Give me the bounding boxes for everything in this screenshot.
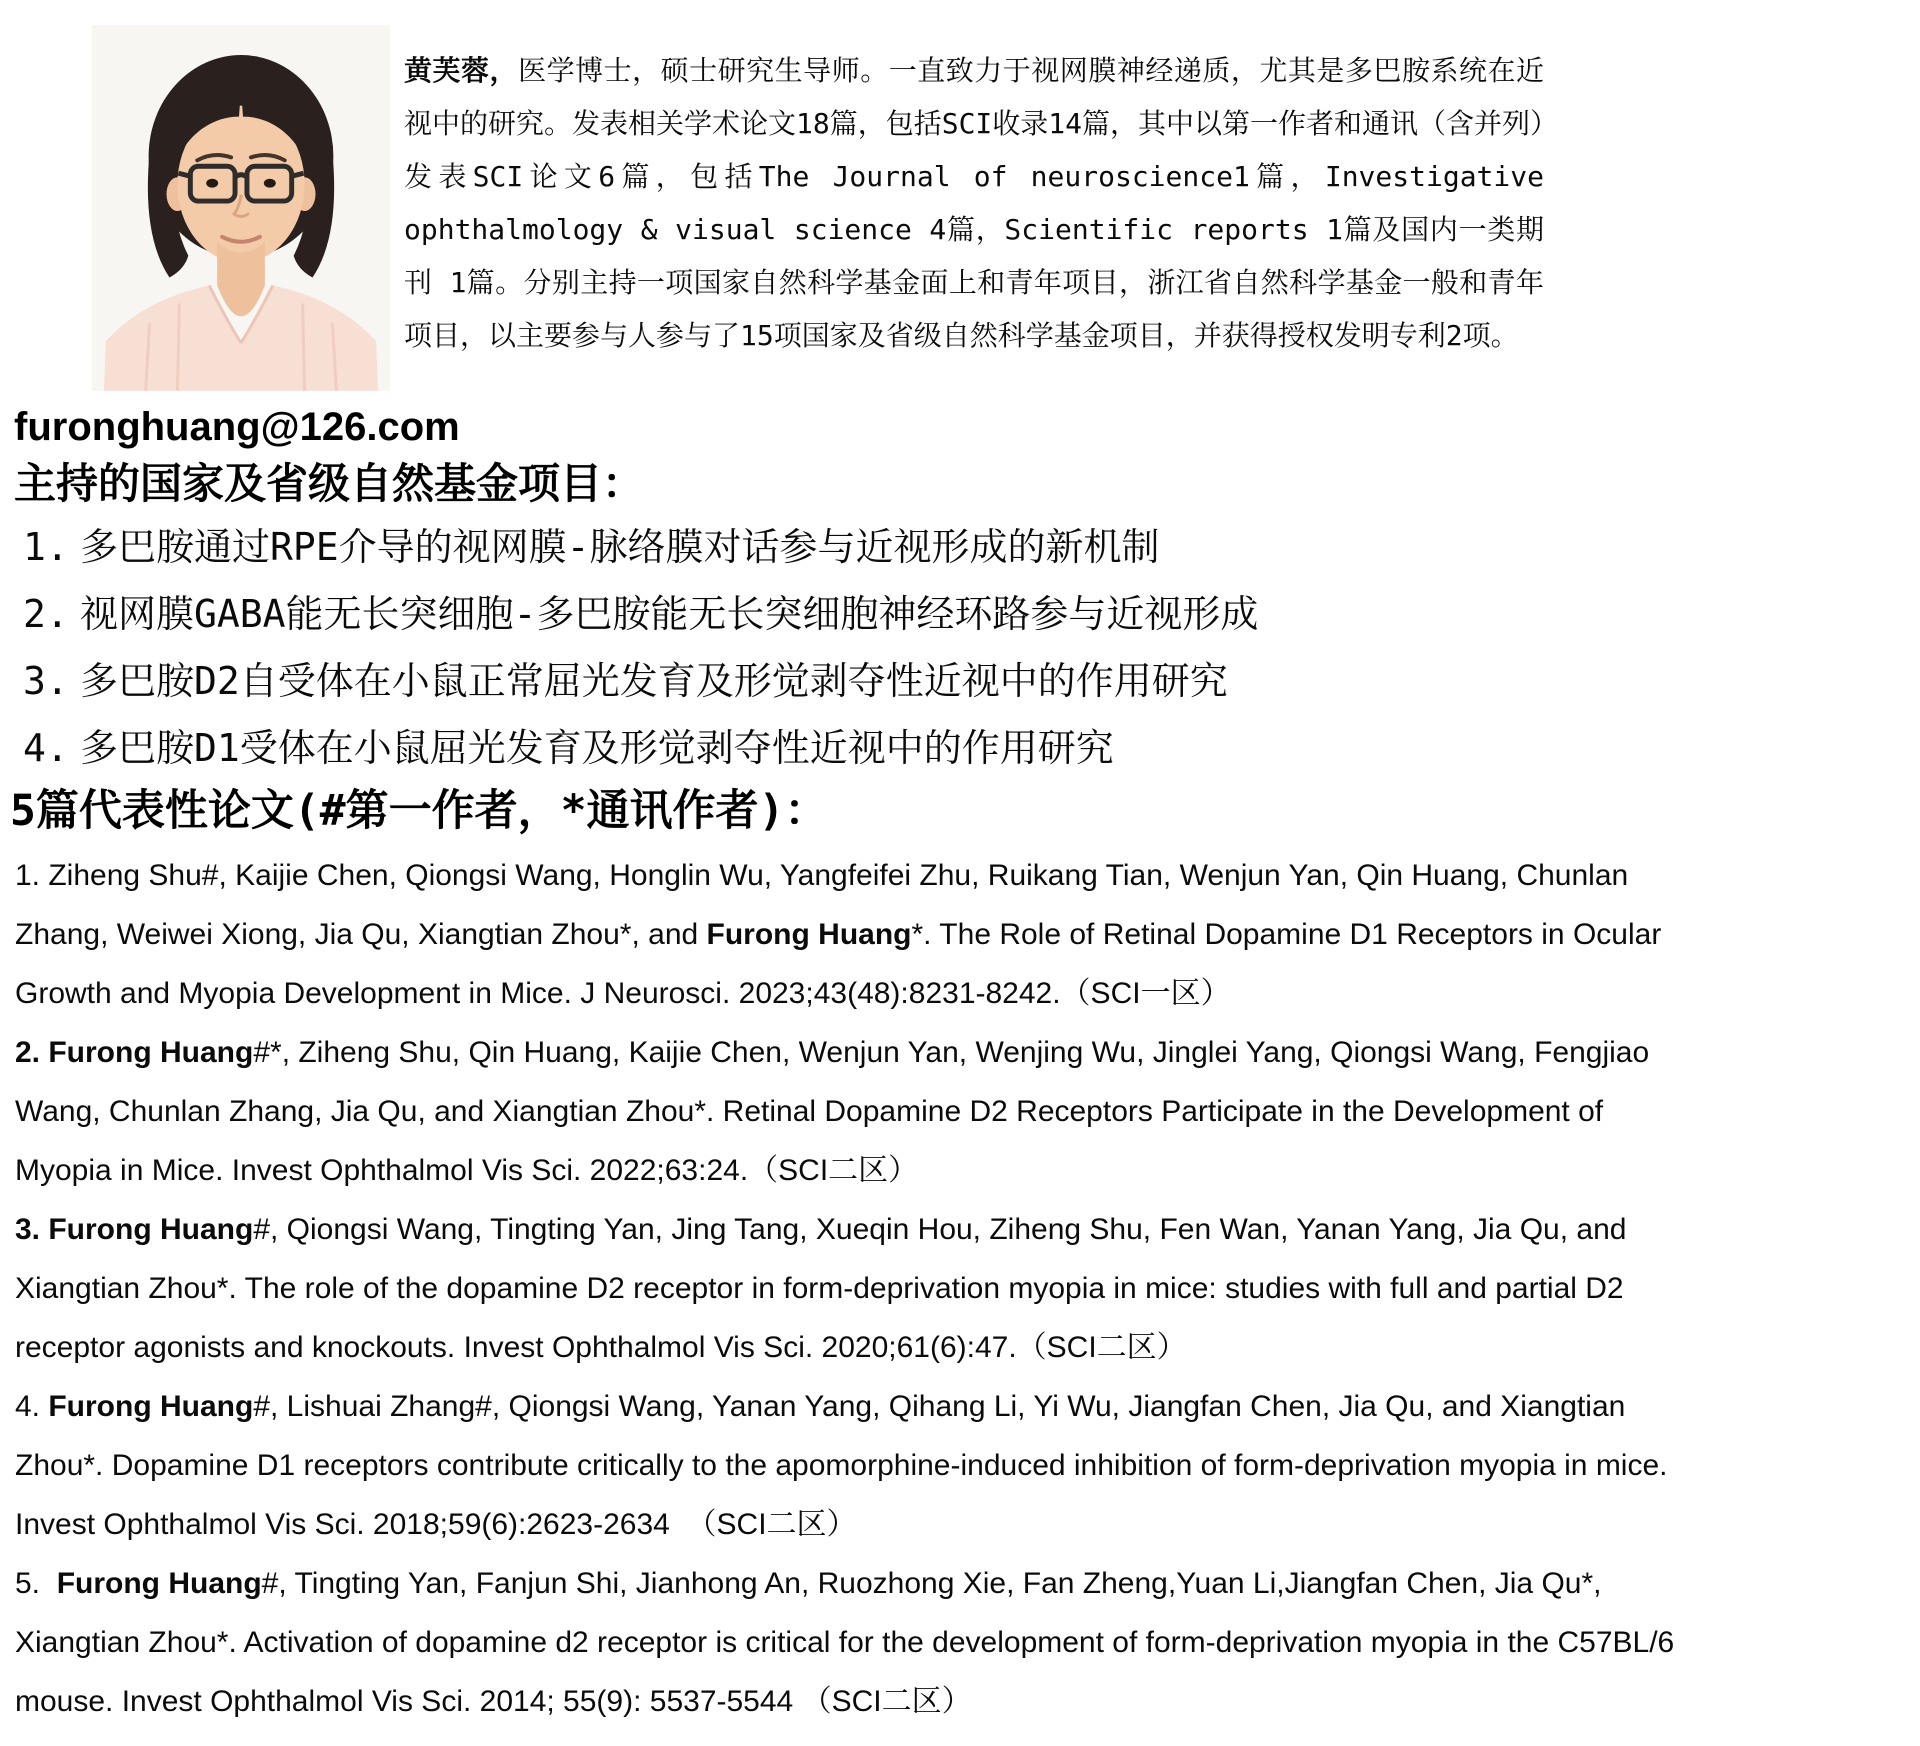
publication-item: 1. Ziheng Shu#, Kaijie Chen, Qiongsi Wang, Honglin Wu, Yangfeifei Zhu, Ruikang Tian, Wenjun Yan, Qin Huang, Chunlan Zhang, Weiwei Xiong, Jia Qu, Xiangtian Zhou*, and Furong Huang*. The Role of Retinal Dopamine D1 Receptors in Ocular Growth and Myopia Development in Mice. J Neurosci. 2023;43(48):8231-8242.（SCI一区） bbox=[15, 859, 1662, 1010]
project-item bbox=[0, 648, 1920, 715]
publications-heading: 5篇代表性论文(#第一作者，*通讯作者)： bbox=[10, 786, 828, 836]
project-title: 多巴胺通过RPE介导的视网膜-脉络膜对话参与近视形成的新机制 bbox=[80, 525, 1160, 569]
project-number: 2. bbox=[23, 592, 69, 636]
publication-item: 3. Furong Huang#, Qiongsi Wang, Tingting Yan, Jing Tang, Xueqin Hou, Ziheng Shu, Fen Wan, Yanan Yang, Jia Qu, and Xiangtian Zhou*. The role of the dopamine D2 receptor in form-deprivation myopia in mice: studies with full and partial D2 receptor agonists and knockouts. Invest Ophthalmol Vis Sci. 2020;61(6):47.（SCI二区） bbox=[15, 1213, 1627, 1364]
publication-item: 2. Furong Huang#*, Ziheng Shu, Qin Huang, Kaijie Chen, Wenjun Yan, Wenjing Wu, Jinglei Yang, Qiongsi Wang, Fengjiao Wang, Chunlan Zhang, Jia Qu, and Xiangtian Zhou*. Retinal Dopamine D2 Receptors Participate in the Development of Myopia in Mice. Invest Ophthalmol Vis Sci. 2022;63:24.（SCI二区） bbox=[15, 1036, 1650, 1187]
publications-list bbox=[15, 846, 1695, 1731]
project-item bbox=[0, 581, 1920, 648]
publication-item: 4. Furong Huang#, Lishuai Zhang#, Qiongsi Wang, Yanan Yang, Qihang Li, Yi Wu, Jiangfan Chen, Jia Qu, and Xiangtian Zhou*. Dopamine D1 receptors contribute critically to the apomorphine-induced inhibition of form-deprivation myopia in mice. Invest Ophthalmol Vis Sci. 2018;59(6):2623-2634 （SCI二区） bbox=[15, 1390, 1668, 1541]
publication-item: 5. Furong Huang#, Tingting Yan, Fanjun Shi, Jianhong An, Ruozhong Xie, Fan Zheng,Yuan Li,Jiangfan Chen, Jia Qu*, Xiangtian Zhou*. Activation of dopamine d2 receptor is critical for the development of form-deprivation myopia in the C57BL/6 mouse. Invest Ophthalmol Vis Sci. 2014; 55(9): 5537-5544 （SCI二区） bbox=[15, 1567, 1675, 1718]
project-number: 3. bbox=[23, 659, 69, 703]
header-section bbox=[0, 0, 1920, 396]
project-title: 多巴胺D2自受体在小鼠正常屈光发育及形觉剥夺性近视中的作用研究 bbox=[80, 659, 1228, 703]
project-item bbox=[0, 715, 1920, 782]
project-number: 4. bbox=[23, 726, 69, 770]
project-title: 视网膜GABA能无长突细胞-多巴胺能无长突细胞神经环路参与近视形成 bbox=[80, 592, 1259, 636]
bio-paragraph: 黄芙蓉，医学博士，硕士研究生导师。一直致力于视网膜神经递质，尤其是多巴胺系统在近视中的研究。发表相关学术论文18篇，包括SCI收录14篇，其中以第一作者和通讯（含并列）发表SCI论文6篇，包括The Journal of neuroscience1篇，Investigative ophthalmology & visual science 4篇，Scientific reports 1篇及国内一类期刊 1篇。分别主持一项国家自然科学基金面上和青年项目，浙江省自然科学基金一般和青年项目，以主要参与人参与了15项国家及省级自然科学基金项目，并获得授权发明专利2项。 bbox=[404, 54, 1545, 352]
project-number: 1. bbox=[23, 525, 69, 569]
project-title: 多巴胺D1受体在小鼠屈光发育及形觉剥夺性近视中的作用研究 bbox=[80, 726, 1114, 770]
email-text: furonghuang@126.com bbox=[14, 405, 460, 449]
project-item bbox=[0, 514, 1920, 581]
projects-list bbox=[0, 514, 1920, 782]
projects-heading: 主持的国家及省级自然基金项目： bbox=[14, 459, 645, 508]
